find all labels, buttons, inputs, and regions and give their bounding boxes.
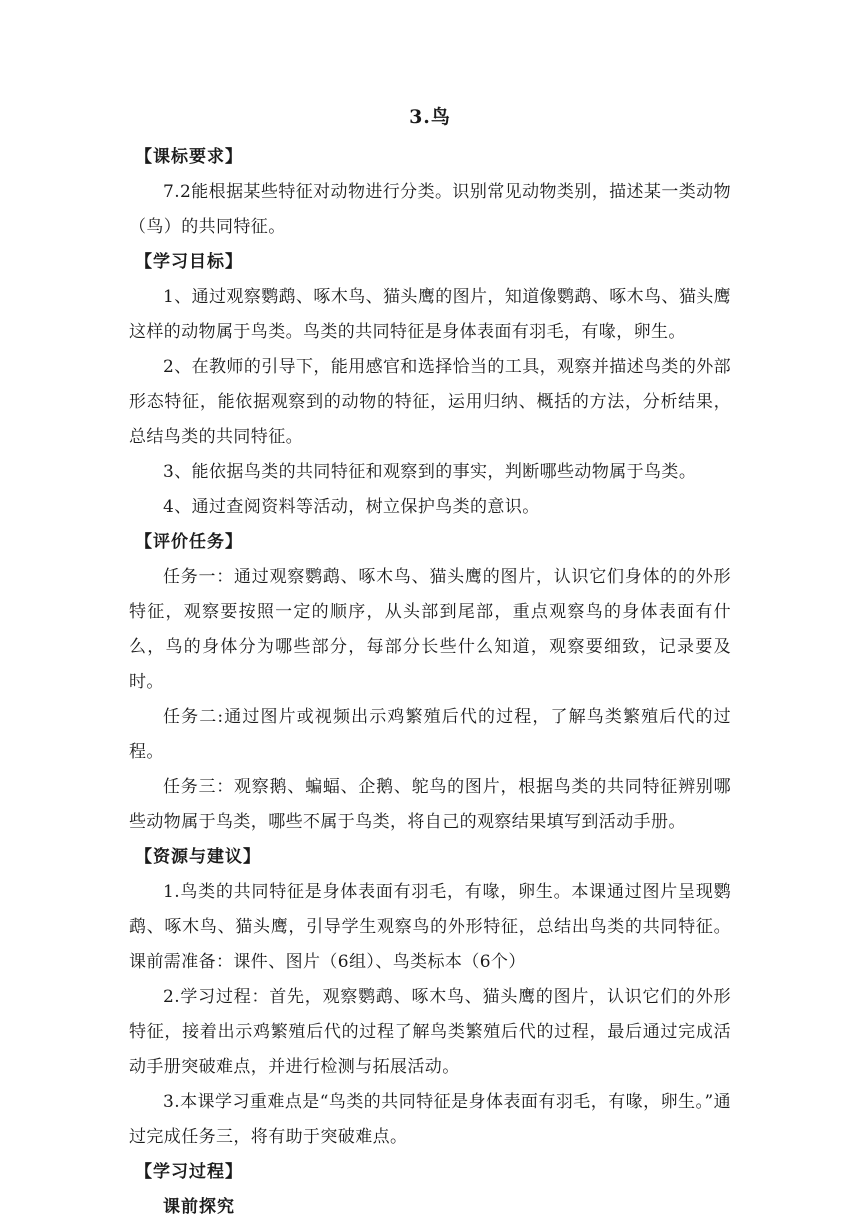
evaluation-task-3: 任务三：观察鹅、蝙蝠、企鹅、鸵鸟的图片，根据鸟类的共同特征辨别哪些动物属于鸟类，哪些不属于鸟类，将自己的观察结果填写到活动手册。 [129,777,731,832]
standards-paragraph: 7.2能根据某些特征对动物进行分类。识别常见动物类别，描述某一类动物（鸟）的共同特征。 [129,182,731,237]
resources-paragraph-2: 2.学习过程：首先，观察鹦鹉、啄木鸟、猫头鹰的图片，认识它们的外形特征，接着出示鸡繁殖后代的过程了解鸟类繁殖后代的过程，最后通过完成活动手册突破难点，并进行检测与拓展活动。 [129,987,731,1077]
section-heading-evaluation: 【评价任务】 [135,532,243,552]
section-heading-resources: 【资源与建议】 [135,847,261,867]
evaluation-task-1: 任务一：通过观察鹦鹉、啄木鸟、猫头鹰的图片，认识它们身体的的外形特征，观察要按照一定的顺序，从头部到尾部，重点观察鸟的身体表面有什么，鸟的身体分为哪些部分，每部分长些什么知道，观察要细致，记录要及时。 [129,567,731,692]
evaluation-task-2: 任务二:通过图片或视频出示鸡繁殖后代的过程，了解鸟类繁殖后代的过程。 [129,707,731,762]
section-heading-process: 【学习过程】 [135,1162,243,1182]
section-heading-objectives: 【学习目标】 [135,252,243,272]
document-body [129,140,731,1225]
objective-paragraph-2: 2、在教师的引导下，能用感官和选择恰当的工具，观察并描述鸟类的外部形态特征，能依据观察到的动物的特征，运用归纳、概括的方法，分析结果，总结鸟类的共同特征。 [129,357,732,447]
objective-paragraph-4: 4、通过查阅资料等活动，树立保护鸟类的意识。 [163,497,540,517]
objective-paragraph-3: 3、能依据鸟类的共同特征和观察到的事实，判断哪些动物属于鸟类。 [163,462,697,482]
page-title: 3.鸟 [409,106,451,128]
objective-paragraph-1: 1、通过观察鹦鹉、啄木鸟、猫头鹰的图片，知道像鹦鹉、啄木鸟、猫头鹰这样的动物属于鸟类。鸟类的共同特征是身体表面有羽毛，有喙，卵生。 [129,287,732,342]
resources-paragraph-1: 1.鸟类的共同特征是身体表面有羽毛，有喙，卵生。本课通过图片呈现鹦鹉、啄木鸟、猫头鹰，引导学生观察鸟的外形特征，总结出鸟类的共同特征。课前需准备：课件、图片（6组）、鸟类标本（6个） [129,882,731,972]
resources-paragraph-3: 3.本课学习重难点是“鸟类的共同特征是身体表面有羽毛，有喙，卵生。”通过完成任务三，将有助于突破难点。 [129,1092,731,1147]
process-subheading: 课前探究 [163,1197,235,1217]
section-heading-standards: 【课标要求】 [135,147,243,167]
